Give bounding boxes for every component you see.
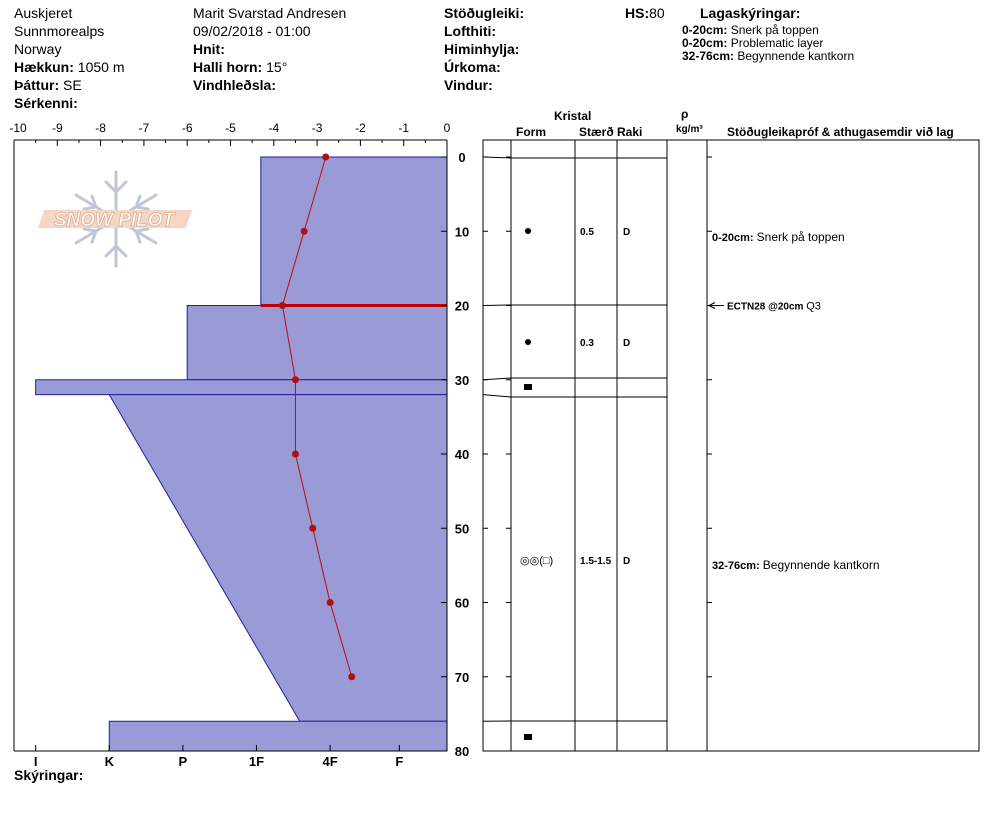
coords-label: Hnit: — [193, 41, 225, 57]
temperature-tick-label: -6 — [181, 121, 193, 135]
legend-text: Snerk på toppen — [730, 23, 819, 37]
stability-test-label — [727, 301, 821, 313]
legend-text: Begynnende kantkorn — [737, 49, 855, 63]
stability-test-code: ECTN28 @20cm — [727, 301, 807, 313]
size-header: Stærð — [579, 125, 614, 139]
depth-tick-label: 30 — [454, 372, 470, 388]
slope-label: Halli horn: — [193, 59, 263, 75]
grain-size-label: 0.5 — [580, 227, 594, 238]
temperature-tick-label: -5 — [225, 121, 236, 135]
grain-size-label: 0.3 — [580, 338, 594, 349]
legend-range: 0-20cm: — [682, 36, 728, 50]
depth-tick-label: 20 — [454, 298, 470, 314]
region-name: Sunnmorealps — [14, 23, 105, 39]
wetness-header: Raki — [617, 125, 643, 139]
layer-comment-text: Begynnende kantkorn — [762, 558, 880, 572]
hs-value: 80 — [649, 5, 665, 21]
stability-label: Stöðugleiki: — [444, 5, 525, 21]
temperature-tick-label: -8 — [95, 121, 106, 135]
legend-title: Lagaskýringar: — [700, 5, 801, 21]
sky-label: Himinhylja: — [444, 41, 520, 57]
temperature-point — [309, 525, 316, 532]
aspect-label: Þáttur: — [14, 77, 60, 93]
elevation-label: Hækkun: — [14, 59, 74, 75]
hardness-bar — [109, 721, 447, 751]
comments-label: Skýringar: — [14, 767, 84, 783]
elevation-value: 1050 m — [77, 59, 125, 75]
stability-test-quality: Q3 — [806, 300, 821, 313]
grain-form-ice-icon — [524, 384, 532, 390]
hs-label: HS: — [625, 5, 650, 21]
country-name: Norway — [14, 41, 62, 57]
layer-comment — [712, 558, 880, 572]
grain-form-label: ◎◎(□) — [520, 555, 554, 567]
air-temp-label: Lofthiti: — [444, 23, 497, 39]
temperature-point — [322, 154, 329, 161]
precip-label: Úrkoma: — [444, 59, 501, 75]
hardness-tick-label: 1F — [248, 754, 265, 769]
depth-tick-label: 40 — [454, 447, 470, 462]
temperature-tick-label: -4 — [268, 121, 280, 135]
temperature-point — [292, 376, 299, 383]
observer-name: Marit Svarstad Andresen — [193, 5, 347, 21]
temperature-point — [279, 302, 286, 309]
legend-range: 32-76cm: — [682, 49, 735, 63]
wind-label: Vindur: — [444, 77, 493, 93]
temperature-tick-label: -9 — [51, 121, 63, 135]
temperature-tick-label: -2 — [355, 121, 366, 135]
legend-range: 0-20cm: — [682, 23, 728, 37]
temperature-tick-label: -3 — [311, 121, 323, 135]
location-name: Auskjeret — [14, 5, 73, 21]
grain-form-rounded-icon — [525, 339, 531, 345]
hardness-tick-label: K — [104, 754, 114, 769]
temperature-tick-label: 0 — [443, 121, 451, 135]
temperature-tick-label: -10 — [9, 121, 27, 135]
density-unit: kg/m³ — [676, 124, 703, 135]
grain-form-rounded-icon — [525, 228, 531, 234]
features-label: Sérkenni: — [14, 95, 78, 111]
wetness-label: D — [623, 227, 631, 238]
layer-boundary-connector — [483, 395, 511, 397]
density-symbol: ρ — [681, 107, 689, 121]
layer-comment-range: 0-20cm: — [712, 232, 757, 244]
legend-text: Problematic layer — [730, 36, 824, 50]
hardness-tick-label: P — [178, 754, 188, 769]
layer-comment — [712, 230, 845, 244]
depth-tick-label: 0 — [458, 150, 466, 165]
layer-comment-text: Snerk på toppen — [756, 230, 845, 244]
tests-header: Stöðugleikapróf & athugasemdir við lag — [727, 125, 954, 139]
hardness-tick-label: 4F — [322, 754, 338, 769]
grain-size-label: 1.5-1.5 — [580, 556, 612, 567]
temperature-tick-label: -7 — [138, 121, 150, 135]
hardness-bar — [109, 395, 447, 722]
layer-comment-range: 32-76cm: — [712, 560, 763, 572]
form-header: Form — [516, 125, 546, 139]
layer-boundary-connector — [483, 305, 511, 306]
slope-value: 15° — [266, 59, 288, 75]
temperature-tick-label: -1 — [398, 121, 410, 135]
snow-pilot-logo — [38, 172, 192, 266]
depth-tick-label: 50 — [454, 521, 470, 537]
temperature-point — [348, 673, 355, 680]
observation-datetime: 09/02/2018 - 01:00 — [193, 23, 311, 39]
hardness-tick-label: I — [33, 754, 38, 769]
hardness-bar — [36, 380, 447, 395]
temperature-point — [292, 451, 299, 458]
wind-load-label: Vindhleðsla: — [193, 77, 276, 93]
crystal-header: Kristal — [554, 109, 592, 123]
grain-form-ice-icon — [524, 734, 532, 740]
logo-text: SNOW PILOT — [53, 210, 175, 231]
hardness-bar — [187, 306, 447, 380]
depth-tick-label: 10 — [454, 224, 470, 240]
temperature-point — [327, 599, 334, 606]
aspect-value: SE — [63, 77, 82, 93]
temperature-point — [301, 228, 308, 235]
depth-tick-label: 70 — [454, 669, 470, 685]
layer-table — [483, 140, 979, 751]
hardness-tick-label: F — [395, 754, 404, 769]
hardness-profile — [36, 157, 447, 751]
wetness-label: D — [623, 338, 631, 349]
depth-tick-label: 80 — [454, 744, 470, 759]
depth-tick-label: 60 — [454, 595, 470, 611]
wetness-label: D — [623, 556, 631, 567]
